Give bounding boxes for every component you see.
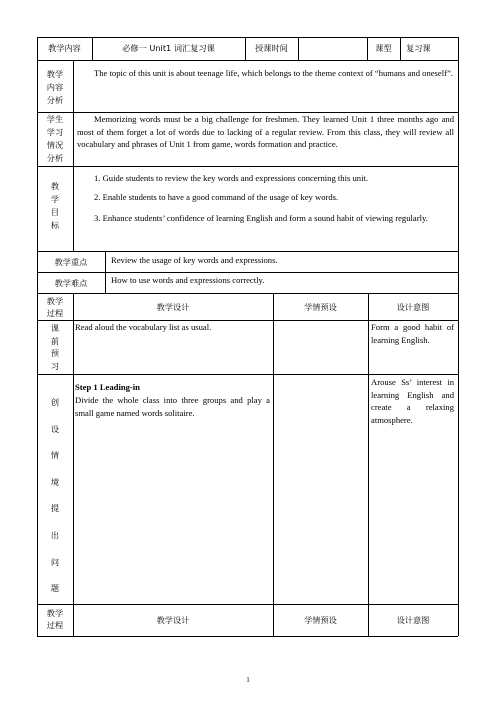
student-analysis-label-line: 情况 [46,140,64,150]
difficult-points-text: How to use words and expressions correctly. [111,275,265,285]
rule-preview-bottom [37,374,458,375]
situation-label-char: 情 [50,450,60,461]
content-analysis-text: The topic of this unit is about teenage life, which belongs to the theme context of “humans and oneself”. [94,68,453,78]
process-label-line: 教学 [46,608,64,618]
content-analysis-label [37,68,73,107]
content-label: 教学内容 [48,43,81,53]
objectives-label-char: 教 [50,181,60,191]
process-label-2 [37,607,73,631]
preview-label-char: 前 [50,335,60,346]
preview-label-char: 课 [50,323,60,333]
student-analysis-label [37,113,73,165]
situation-intent-text: Arouse Ss’ interest in learning English and create a relaxing atmosphere. [371,377,454,425]
rule-objectives-bottom [37,251,458,252]
rule-top [37,37,458,38]
content-analysis-label-line: 分析 [46,95,64,105]
content-analysis-label-line: 教学 [46,69,64,79]
rule-process-label-col [73,293,74,636]
situation-label-char: 题 [50,583,60,594]
process-label [37,295,73,319]
student-analysis-label-line: 分析 [46,153,64,163]
rule-situation-bottom [37,604,458,605]
rule-header-col5 [400,37,401,60]
preview-intent-text: Form a good habit of learning English. [371,322,454,345]
process-design-header-2: 教学设计 [156,615,190,625]
page-number: 1 [246,676,250,684]
type-value: 复习课 [406,43,431,53]
preview-design-text: Read aloud the vocabulary list as usual. [75,322,212,332]
situation-label-char: 境 [50,476,60,487]
step-title: Step 1 Leading-in [75,382,140,392]
objective-item: 2. Enable students to have a good command of the usage of key words. [94,192,339,202]
rule-bottom [37,636,458,637]
situation-label [37,389,73,602]
objectives-label [37,180,73,232]
rule-points-col [105,251,106,293]
type-label: 课型 [375,43,392,53]
content-analysis-label-line: 内容 [46,82,64,92]
process-design-header: 教学设计 [156,302,190,312]
rule-right [458,37,459,636]
rule-process-preset-col [368,293,369,636]
preview-label-char: 预 [50,348,60,358]
situation-label-char: 问 [50,556,60,567]
preview-label [37,322,73,372]
process-label-line: 过程 [46,308,64,318]
process-label-line: 教学 [46,296,64,306]
process-preset-header-2: 学情预设 [304,615,337,625]
student-analysis-label-line: 学生 [46,114,64,124]
rule-process-design-col [273,293,274,636]
time-label: 授课时间 [255,43,288,53]
objective-item: 1. Guide students to review the key words and expressions concerning this unit. [94,173,368,183]
rule-header-bottom [37,60,458,61]
process-intent-header-2: 设计意图 [396,615,430,625]
situation-label-char: 创 [50,397,60,407]
key-points-text: Review the usage of key words and expressions. [111,255,278,265]
preview-label-char: 习 [50,360,60,371]
situation-label-char: 提 [50,503,60,514]
objectives-label-char: 学 [50,194,60,204]
content-value: 必修一 Unit1 词汇复习课 [122,43,215,53]
process-preset-header: 学情预设 [304,302,337,312]
situation-design-text: Divide the whole class into three groups and play a small game named words solitaire. [75,395,270,418]
difficult-points-label: 教学难点 [54,278,88,288]
objectives-label-char: 标 [50,220,60,230]
situation-label-char: 设 [50,423,60,434]
rule-difficult-bottom [37,293,458,294]
process-intent-header: 设计意图 [396,302,430,312]
rule-student-analysis-bottom [37,166,458,167]
rule-keypoints-bottom [37,272,458,273]
key-points-label: 教学重点 [54,257,88,267]
rule-label-col [73,60,74,251]
situation-label-char: 出 [50,529,60,540]
process-label-line: 过程 [46,620,64,630]
rule-header-col3 [298,37,299,60]
objective-item: 3. Enhance students’ confidence of learning English and form a sound habit of viewing regularly. [94,213,428,223]
student-analysis-label-line: 学习 [46,127,64,137]
student-analysis-text: Memorizing words must be a big challenge for freshmen. They learned Unit 1 three months ago and most of them forget a lot of words due to lacking of a regular review. From this class, they will review all vocabulary and phrases of Unit 1 from game, words formation and practice. [77,114,454,150]
objectives-label-char: 目 [50,207,60,217]
